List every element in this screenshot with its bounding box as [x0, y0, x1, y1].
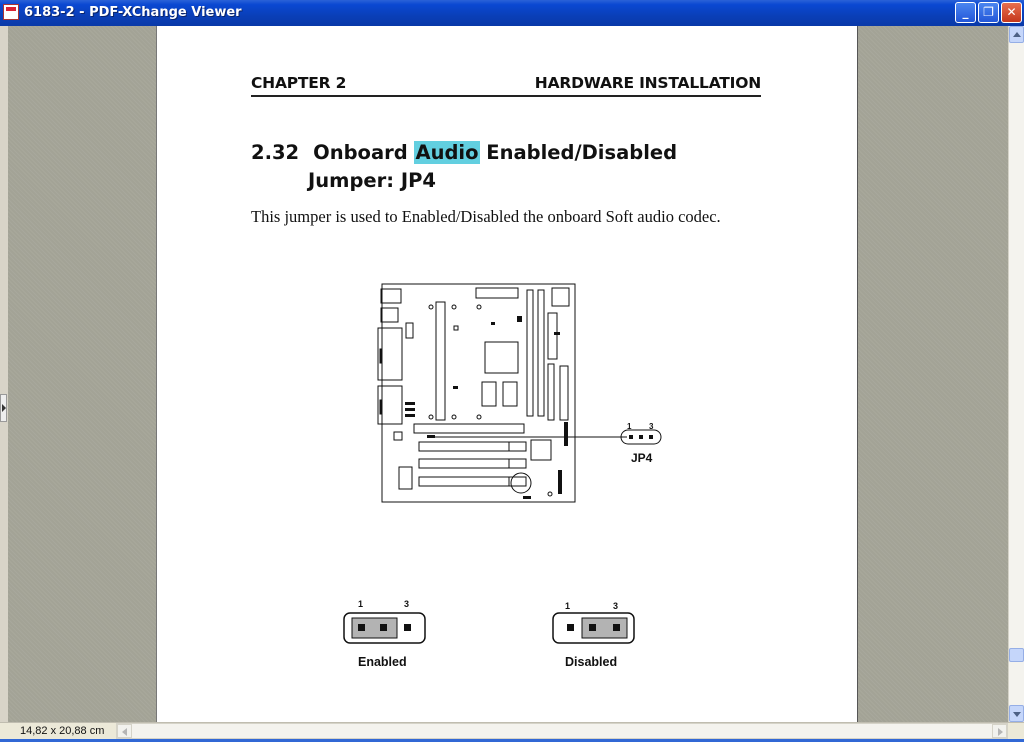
scroll-left-button[interactable]: [117, 724, 132, 738]
expand-panel-handle[interactable]: [0, 394, 7, 422]
scroll-down-button[interactable]: [1009, 705, 1024, 722]
enabled-pin-last: 3: [404, 599, 410, 609]
section-subtitle: Jumper: JP4: [308, 169, 436, 192]
jp4-pin-first: 1: [627, 422, 632, 431]
title-bar: [0, 0, 1024, 26]
body-paragraph: This jumper is used to Enabled/Disabled the onboard Soft audio codec.: [251, 207, 721, 226]
scroll-right-button[interactable]: [992, 724, 1007, 738]
jumper-disabled: [553, 601, 634, 669]
disabled-pin-last: 3: [613, 601, 619, 611]
jumper-enabled: [344, 599, 425, 669]
vertical-scrollbar[interactable]: [1008, 26, 1024, 722]
page-dimensions: 14,82 x 20,88 cm: [20, 725, 105, 737]
section-number: 2.32: [251, 141, 300, 164]
enabled-pin-first: 1: [358, 599, 364, 609]
jp4-pin-last: 3: [649, 422, 654, 431]
scroll-up-button[interactable]: [1009, 26, 1024, 43]
board-outline: [382, 284, 575, 502]
disabled-pin-first: 1: [565, 601, 571, 611]
search-highlight[interactable]: Audio: [415, 141, 479, 164]
section-title-before: Onboard: [313, 141, 408, 164]
close-button[interactable]: ✕: [1001, 2, 1022, 23]
disabled-label: Disabled: [565, 655, 618, 669]
scroll-thumb[interactable]: [1009, 648, 1024, 662]
horizontal-scrollbar[interactable]: [116, 723, 1008, 739]
chapter-header-right: HARDWARE INSTALLATION: [534, 74, 761, 92]
section-title-after: Enabled/Disabled: [486, 141, 678, 164]
motherboard-diagram: [157, 26, 857, 722]
pdf-page: [157, 26, 857, 722]
jp4-label: JP4: [631, 451, 653, 465]
window-title: 6183-2 - PDF-XChange Viewer: [24, 5, 242, 20]
restore-button[interactable]: ❐: [978, 2, 999, 23]
enabled-label: Enabled: [358, 655, 407, 669]
pdf-app-icon[interactable]: [3, 4, 19, 20]
side-panel-edge: [0, 26, 8, 722]
chapter-header: CHAPTER 2: [251, 74, 347, 92]
minimize-button[interactable]: _: [955, 2, 976, 23]
